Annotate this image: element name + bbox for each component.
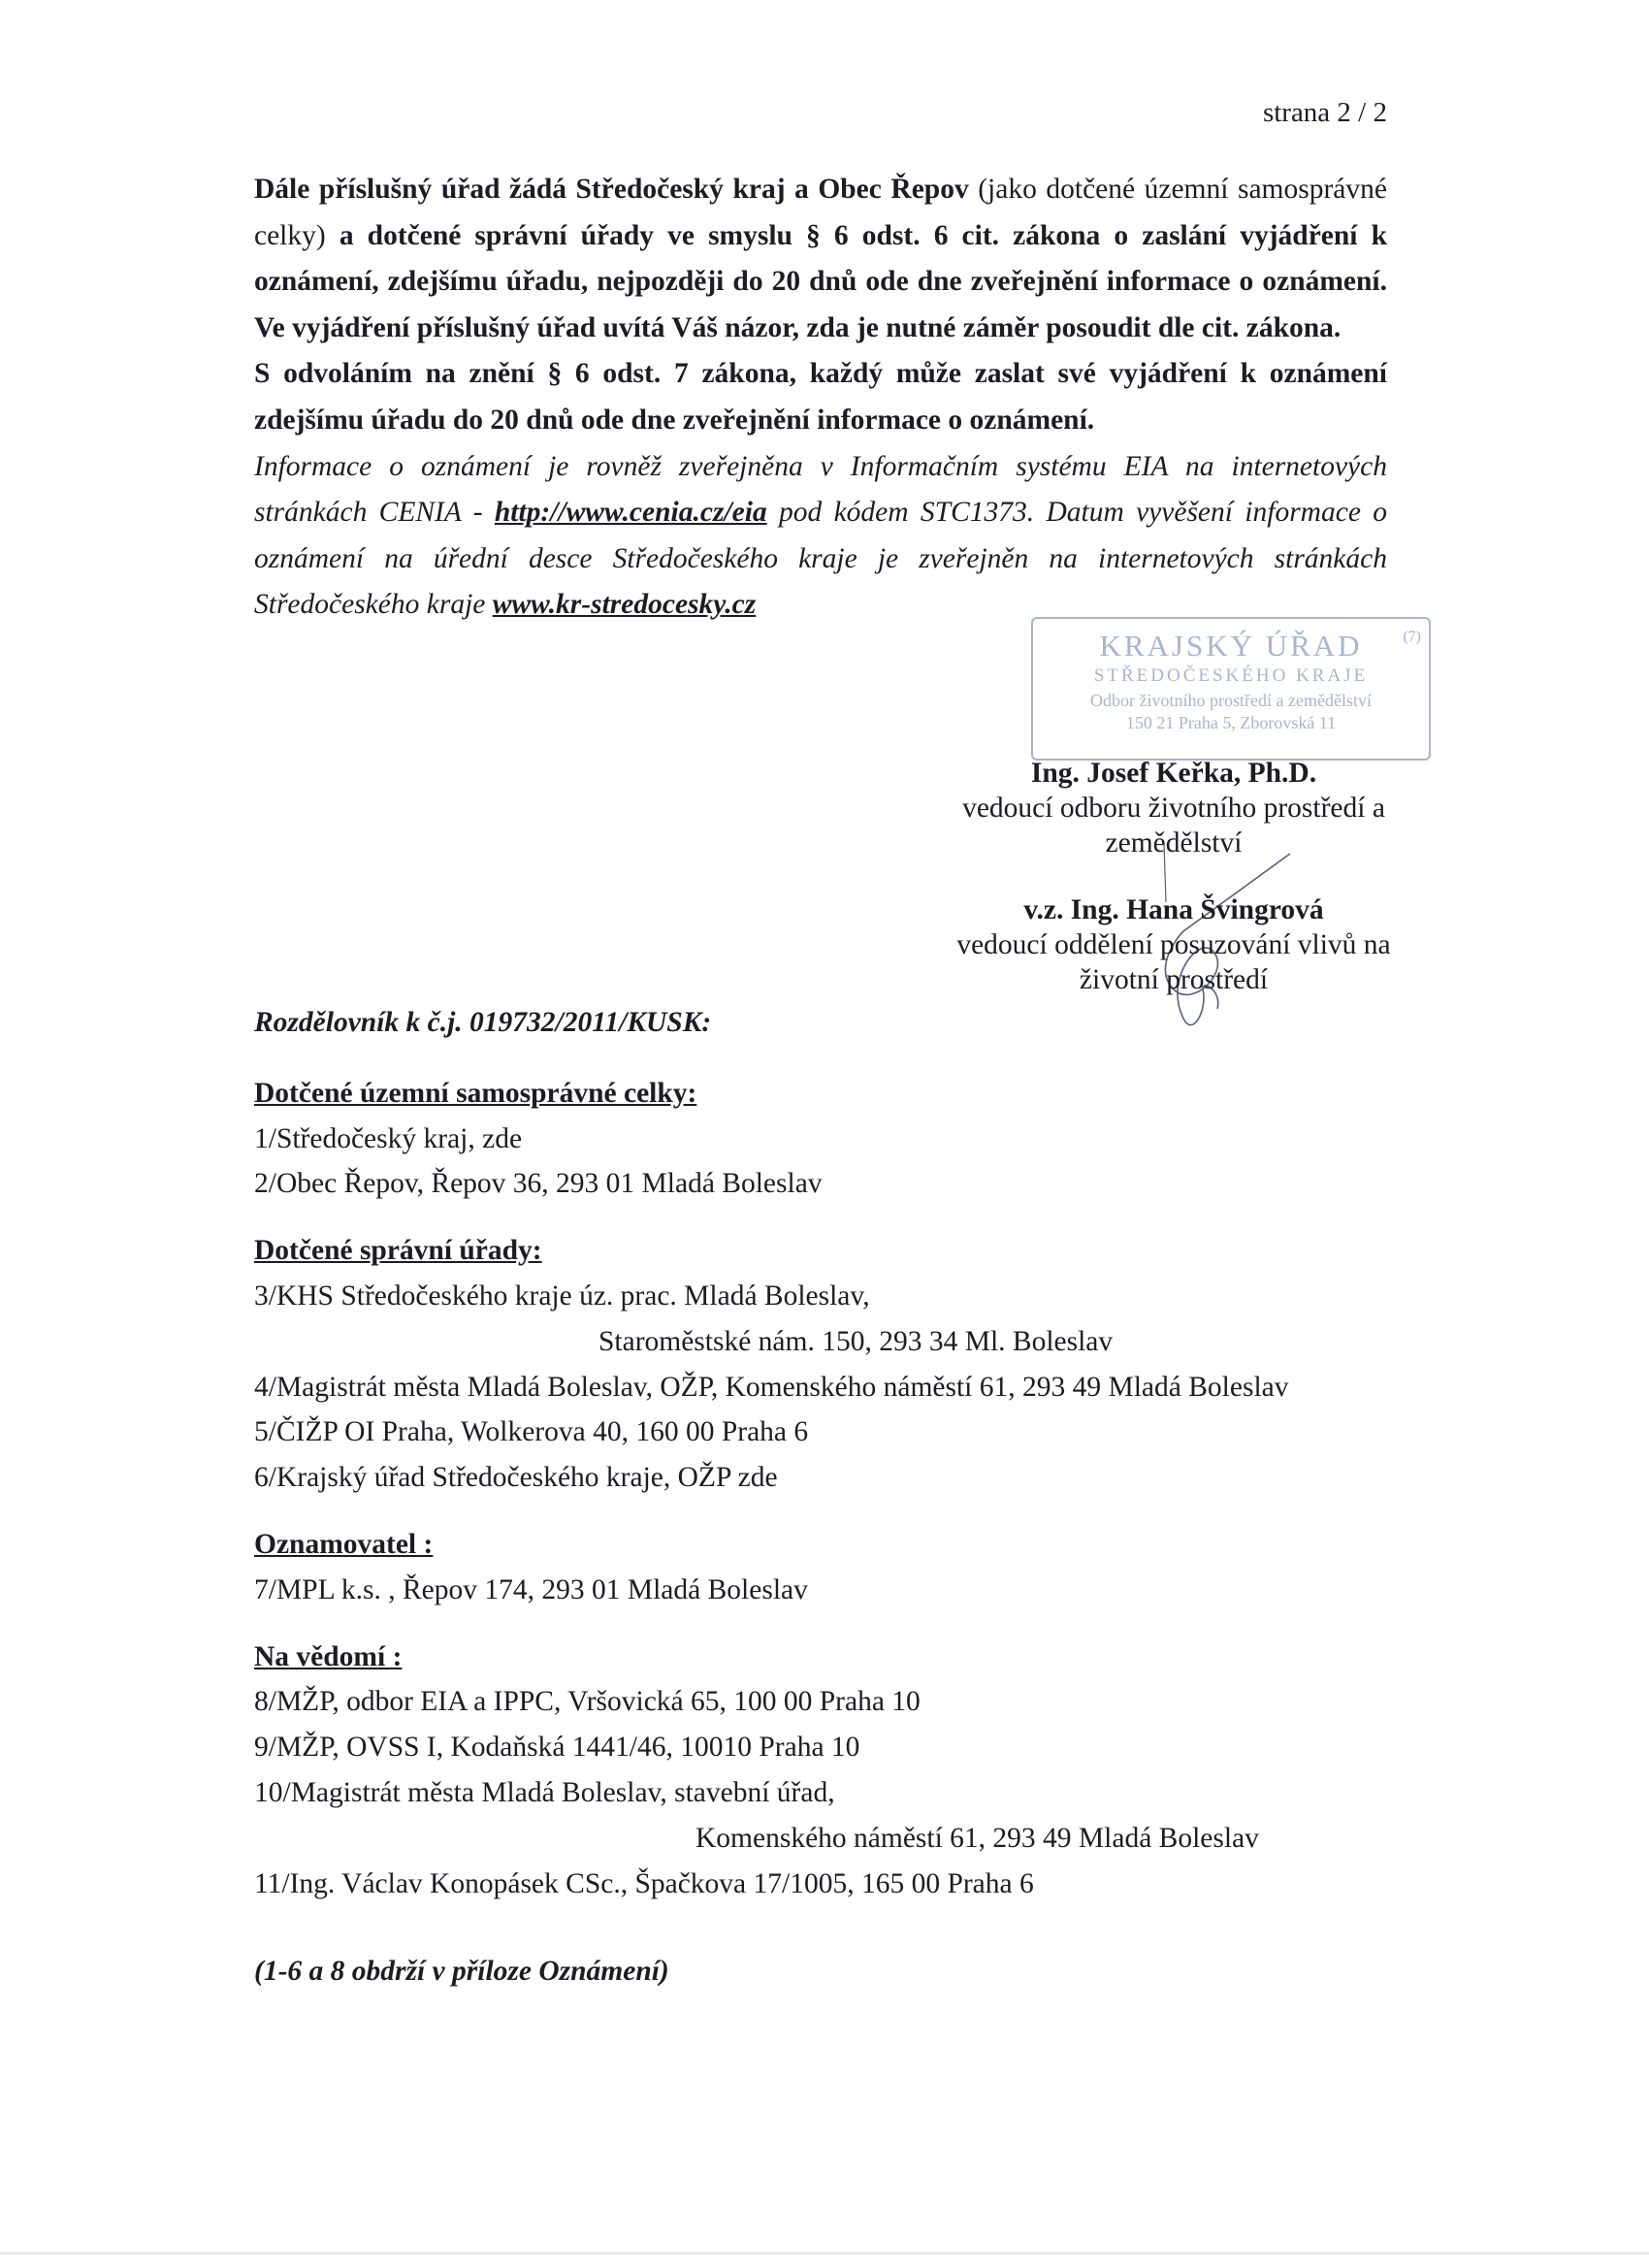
info-text-1: Informace o oznámení je rovněž zveřejněna v Informačním systému EIA na internetových stránkách CENIA - — [254, 450, 1387, 529]
list-item: 7/MPL k.s. , Řepov 174, 293 01 Mladá Boleslav — [254, 1573, 808, 1605]
scan-edge-line — [0, 2252, 1649, 2254]
info-text-2: pod kódem STC1373. Datum vyvěšení informace o oznámení na úřední desce Středočeského kraje je zveřejněn na internetových stránkách Středočeského kraje — [254, 497, 1388, 621]
section-heading-authorities: Dotčené správní úřady: — [254, 1235, 542, 1267]
distribution-list — [254, 1000, 1379, 1994]
office-stamp — [1031, 617, 1431, 761]
list-item: 1/Středočeský kraj, zde — [254, 1122, 523, 1154]
stamp-line-3: Odbor životního prostředí a zemědělství — [1090, 691, 1372, 710]
list-item: 9/MŽP, OVSS I, Kodaňská 1441/46, 10010 Praha 10 — [254, 1732, 860, 1764]
section-heading-municipal: Dotčené územní samosprávné celky: — [254, 1077, 697, 1109]
section-heading-for-information: Na vědomí : — [254, 1640, 403, 1672]
stamp-number: (7) — [1403, 629, 1421, 645]
list-item: 10/Magistrát města Mladá Boleslav, stavební úřad, — [254, 1776, 835, 1808]
list-item: 5/ČIŽP OI Praha, Wolkerova 40, 160 00 Praha 6 — [254, 1416, 809, 1448]
list-item: 6/Krajský úřad Středočeského kraje, OŽP zde — [254, 1462, 778, 1494]
letter-body — [254, 167, 1387, 629]
list-item: 2/Obec Řepov, Řepov 36, 293 01 Mladá Boleslav — [254, 1168, 823, 1200]
list-item: 3/KHS Středočeského kraje úz. prac. Mladá Boleslav, — [254, 1280, 870, 1312]
paragraph-information — [254, 444, 1387, 629]
section-heading-notifier: Oznamovatel : — [254, 1528, 434, 1560]
stamp-line-1: KRAJSKÝ ÚŘAD — [1099, 629, 1363, 663]
signatory-1-role-line-2: zemědělství — [1105, 827, 1243, 859]
list-item-continuation: Staroměstské nám. 150, 293 34 Ml. Boleslav — [598, 1325, 1114, 1357]
request-bold-start: Dále příslušný úřad žádá Středočeský kraj a Obec Řepov — [254, 174, 969, 205]
signatory-2-role-line-2: životní prostředí — [1079, 964, 1269, 995]
list-item-continuation: Komenského náměstí 61, 293 49 Mladá Boleslav — [695, 1822, 1259, 1854]
list-item: 4/Magistrát města Mladá Boleslav, OŽP, Komenského náměstí 61, 293 49 Mladá Boleslav — [254, 1371, 1289, 1403]
distribution-title: Rozdělovník k č.j. 019732/2011/KUSK: — [254, 1007, 712, 1038]
signature-block-2 — [873, 892, 1474, 997]
list-item: 8/MŽP, odbor EIA a IPPC, Vršovická 65, 100 00 Praha 10 — [254, 1686, 921, 1718]
signatory-2-name: v.z. Ing. Hana Švingrová — [1023, 894, 1324, 925]
paragraph-public-comment: S odvoláním na znění § 6 odst. 7 zákona, každý může zaslat své vyjádření k oznámení zdejšímu úřadu do 20 dnů ode dne zveřejnění informace o oznámení. — [254, 358, 1387, 436]
stamp-line-4: 150 21 Praha 5, Zborovská 11 — [1125, 713, 1337, 732]
request-normal: (jako dotčené územní samosprávné celky) — [254, 174, 1387, 251]
paragraph-request — [254, 167, 1387, 351]
distribution-footnote: (1-6 a 8 obdrží v příloze Oznámení) — [254, 1956, 669, 1988]
cenia-link[interactable]: http://www.cenia.cz/eia — [494, 497, 767, 529]
signatory-1-name: Ing. Josef Keřka, Ph.D. — [1030, 758, 1317, 789]
stamp-line-2: STŘEDOČESKÉHO KRAJE — [1093, 665, 1369, 686]
request-bold-end: a dotčené správní úřady ve smyslu § 6 odst. 6 cit. zákona o zaslání vyjádření k oznámení, zdejšímu úřadu, nejpozději do 20 dnů ode dne zveřejnění informace o oznámení. Ve vyjádření příslušný úřad uvítá Váš názor, zda je nutné záměr posoudit dle cit. zákona. — [254, 219, 1387, 343]
signatory-1-role-line-1: vedoucí odboru životního prostředí a — [962, 793, 1385, 824]
kraj-link[interactable]: www.kr-stredocesky.cz — [492, 589, 757, 621]
list-item: 11/Ing. Václav Konopásek CSc., Špačkova 17/1005, 165 00 Praha 6 — [254, 1867, 1034, 1899]
page-number: strana 2 / 2 — [1262, 97, 1387, 128]
signatory-2-role-line-1: vedoucí oddělení posuzování vlivů na — [956, 929, 1391, 960]
